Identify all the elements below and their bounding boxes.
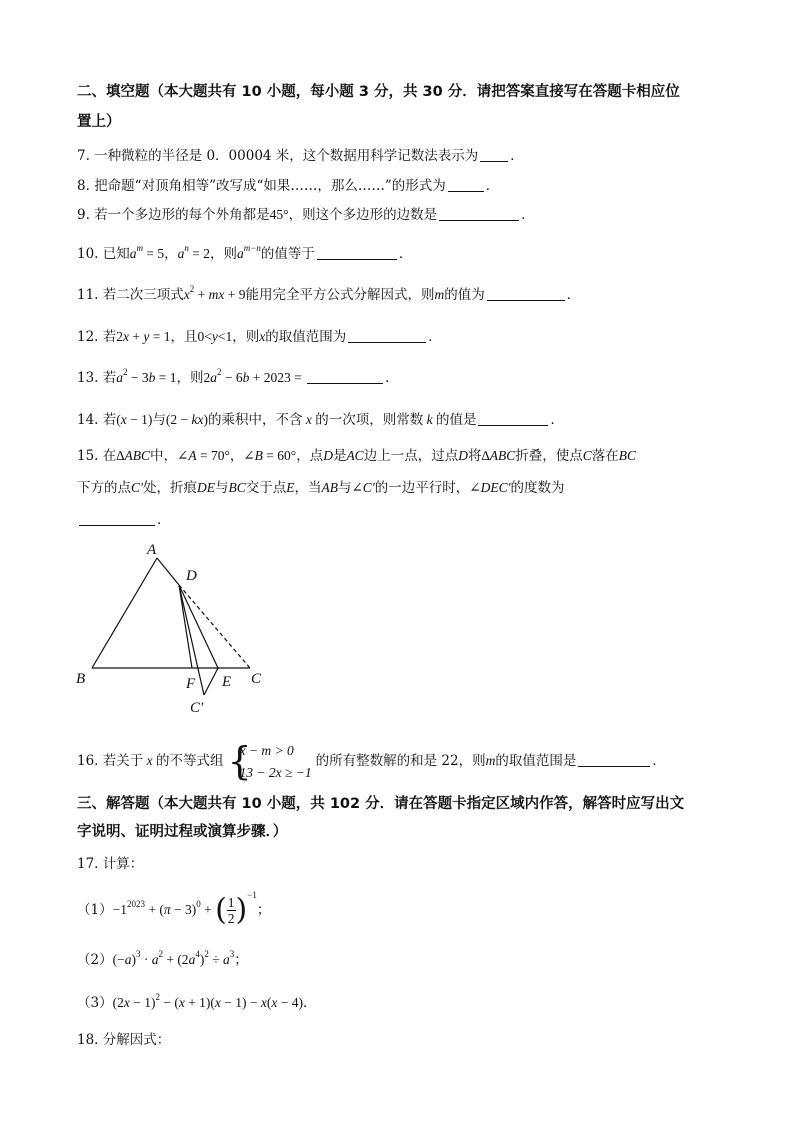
section-3-heading: 三、解答题（本大题共有 10 小题，共 102 分．请在答题卡指定区域内作答，解答时应写出文 bbox=[77, 796, 685, 812]
question-17-part-3: $(3)(2x - 1)^2 - (x + 1)(x - 1) - x(x - 4)$． bbox=[77, 992, 317, 1011]
label-A: A bbox=[147, 542, 157, 558]
segment-DE bbox=[179, 585, 218, 668]
question-14: 14. 若(x − 1)与(2 − kx)的乘积中，不含 x 的一次项，则常数 k 的值是 ． bbox=[77, 412, 564, 428]
question-13: 13. 若$a^2 - 3b = 1$，则$2a^2 - 6b + 2023$ = ． bbox=[77, 367, 399, 386]
question-18-title: 18. 分解因式： bbox=[77, 1032, 171, 1048]
label-B: B bbox=[76, 671, 86, 687]
segment-C-prime-E bbox=[204, 668, 218, 695]
segment-AB bbox=[92, 558, 157, 668]
answer-blank[interactable] bbox=[79, 511, 155, 526]
question-17-part-1: $(1)-1^{2023} + (\pi - 3)^0$ + ( $\frac{1}{2}$ )$^{-1}$； bbox=[77, 890, 271, 928]
question-11: 11. 若二次三项式$x^2$ + mx + 9能用完全平方公式分解因式，则m的值为 ． bbox=[77, 284, 581, 303]
label-E: E bbox=[222, 674, 232, 690]
section-3-heading-cont: 字说明、证明过程或演算步骤．） bbox=[77, 824, 288, 840]
question-10: 10. 已知$a^m = 5$，$a^n = 2$，则$a^{m-n}$的值等于 ． bbox=[77, 243, 413, 262]
label-C-prime: C′ bbox=[190, 700, 204, 716]
label-D: D bbox=[186, 568, 197, 584]
question-15-line-2: 下方的点C′处，折痕DE与BC交于点E，当AB与∠C′的一边平行时，∠DEC′的度数为 bbox=[77, 480, 565, 496]
section-2-heading: 二、填空题（本大题共有 10 小题，每小题 3 分，共 30 分．请把答案直接写在答题卡相应位 bbox=[77, 84, 680, 100]
answer-blank[interactable] bbox=[478, 411, 548, 426]
answer-blank[interactable] bbox=[480, 147, 508, 162]
answer-blank[interactable] bbox=[439, 206, 519, 221]
question-16: 16. 若关于 x 的不等式组 { x − m > 0 13 − 2x ≥ −1 的所有整数解的和是 22，则m的取值范围是 ． bbox=[77, 738, 666, 783]
question-15-line-1: 15. 在∆ABC中，∠A = 70°，∠B = 60°，点D是AC边上一点，过点D将∆ABC折叠，使点C落在BC bbox=[77, 448, 636, 464]
label-C: C bbox=[251, 671, 262, 687]
question-9: 9. 若一个多边形的每个外角都是45°，则这个多边形的边数是 ． bbox=[77, 207, 535, 223]
answer-blank[interactable] bbox=[307, 369, 383, 384]
segment-AD bbox=[157, 558, 179, 585]
question-8: 8. 把命题“对顶角相等”改写成“如果……，那么……”的形式为 ． bbox=[77, 178, 500, 194]
question-17-part-2: $(2)(-a)^3 \cdot a^2 + (2a^4)^2 \div a^3$； bbox=[77, 949, 248, 968]
question-7: 7. 一种微粒的半径是 0．00004 米，这个数据用科学记数法表示为 ． bbox=[77, 148, 524, 164]
question-17-title: 17. 计算： bbox=[77, 856, 144, 872]
question-15-line-3: ． bbox=[77, 510, 171, 530]
answer-blank[interactable] bbox=[448, 177, 484, 192]
triangle-fold-figure bbox=[70, 535, 280, 720]
question-12: 12. 若2x + y = 1，且0<y<1，则x的取值范围为 ． bbox=[77, 329, 442, 345]
section-2-heading-cont: 置上） bbox=[77, 114, 121, 130]
answer-blank[interactable] bbox=[487, 286, 565, 301]
inequality-system: { x − m > 0 13 − 2x ≥ −1 bbox=[227, 738, 312, 783]
answer-blank[interactable] bbox=[317, 245, 397, 260]
label-F: F bbox=[186, 676, 196, 692]
answer-blank[interactable] bbox=[578, 752, 650, 767]
answer-blank[interactable] bbox=[348, 328, 426, 343]
